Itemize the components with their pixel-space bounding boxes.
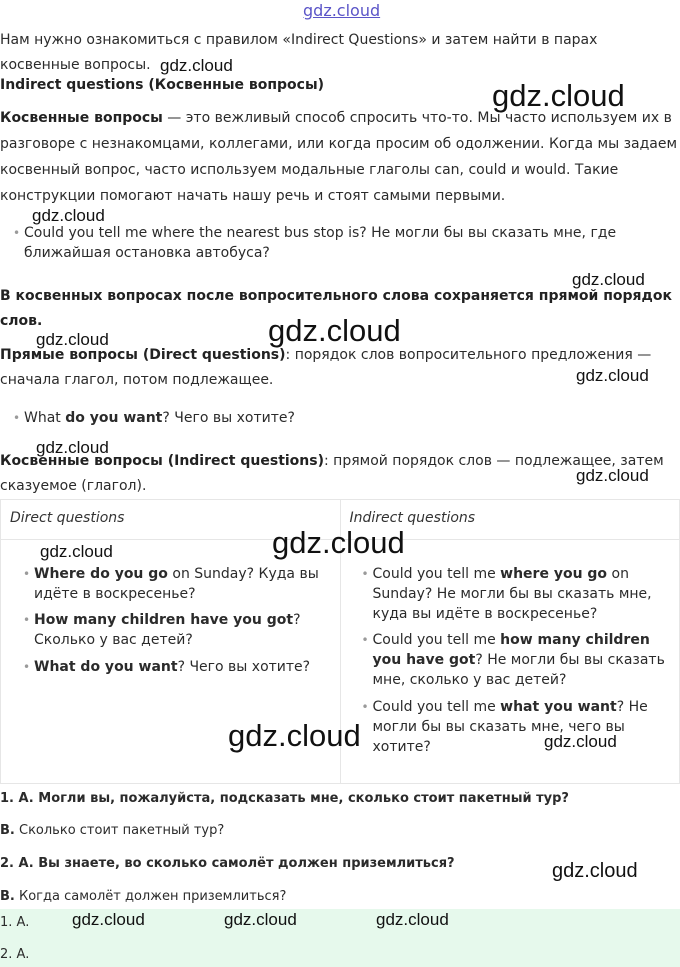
watermark: gdz.cloud: [228, 718, 361, 753]
question-2a: [0, 854, 455, 874]
item-bold: Where do you go: [34, 566, 168, 582]
indirect-term: Косвенные вопросы (Indirect questions): [0, 453, 324, 469]
watermark: gdz.cloud: [32, 206, 105, 225]
example-bold: do you want: [65, 410, 163, 426]
item-bold: how many children you have got: [372, 632, 650, 668]
item-bold: What do you want: [34, 659, 178, 675]
direct-example-bullet: [24, 408, 664, 428]
item-rest: ? Сколько у вас детей?: [34, 612, 301, 648]
watermark: gdz.cloud: [160, 56, 233, 75]
item-rest: on Sunday? Куда вы идёте в воскресенье?: [34, 566, 319, 602]
list-item: [373, 630, 673, 690]
watermark: gdz.cloud: [72, 910, 145, 929]
direct-text: : порядок слов вопросительного предложения — сначала глагол, потом подлежащее.: [0, 347, 652, 388]
item-pre: Could you tell me: [372, 699, 501, 715]
example-pre: What: [24, 410, 66, 426]
watermark: gdz.cloud: [224, 910, 297, 929]
item-bold: How many children have you got: [34, 612, 294, 628]
watermark: gdz.cloud: [552, 860, 638, 882]
item-rest: ? Чего вы хотите?: [177, 659, 311, 675]
indirect-text: : прямой порядок слов — подлежащее, затем сказуемое (глагол).: [0, 453, 664, 494]
item-rest: on Sunday? Не могли бы вы сказать мне, куда вы идёте в воскресенье?: [372, 566, 652, 622]
watermark: gdz.cloud: [492, 78, 625, 113]
item-rest: ? Не могли бы вы сказать мне, чего вы хотите?: [372, 699, 648, 755]
rule-text: В косвенных вопросах после вопросительного слова сохраняется прямой порядок слов.: [0, 288, 672, 329]
answer-1: 1. A.: [0, 915, 30, 930]
watermark: gdz.cloud: [572, 270, 645, 289]
question-1a: [0, 789, 569, 809]
list-item: [373, 697, 673, 757]
definition-term: Косвенные вопросы: [0, 110, 163, 126]
question-bold: 1. A. Могли вы, пожалуйста, подсказать мне, сколько стоит пакетный тур?: [0, 791, 569, 806]
list-item: [34, 564, 324, 604]
item-bold: where you go: [500, 566, 608, 582]
direct-term: Прямые вопросы (Direct questions): [0, 347, 286, 363]
watermark: gdz.cloud: [36, 438, 109, 457]
watermark: gdz.cloud: [376, 910, 449, 929]
table-header-indirect: Indirect questions: [340, 500, 680, 540]
question-2b: [0, 887, 286, 907]
site-link[interactable]: gdz.cloud: [303, 1, 381, 20]
question-label: B.: [0, 823, 15, 838]
answer-2: 2. A.: [0, 947, 30, 962]
watermark: gdz.cloud: [40, 542, 113, 561]
watermark: gdz.cloud: [576, 466, 649, 485]
definition-text: — это вежливый способ спросить что-то. Мы часто используем их в разговоре с незнакомцами, коллегами, или когда просим об одолжении. Когда мы задаем косвенный вопрос, часто используем модальные глаголы can, could и would. Такие конструкции помогают начать нашу речь и стоят самыми первыми.: [0, 110, 678, 204]
question-text: Сколько стоит пакетный тур?: [14, 823, 225, 838]
watermark: gdz.cloud: [544, 732, 617, 751]
definition-paragraph: [0, 105, 680, 209]
intro-text: Нам нужно ознакомиться с правилом «Indirect Questions» и затем найти в парах косвенные вопросы.: [0, 32, 598, 73]
list-item: [34, 657, 324, 677]
item-pre: Could you tell me: [372, 632, 501, 648]
item-bold: what you want: [500, 699, 617, 715]
example-post: ? Чего вы хотите?: [162, 410, 295, 426]
list-item: [373, 564, 673, 624]
watermark: gdz.cloud: [268, 313, 401, 348]
item-pre: Could you tell me: [372, 566, 501, 582]
watermark: gdz.cloud: [36, 330, 109, 349]
table-header-direct: Direct questions: [1, 500, 341, 540]
question-bold: 2. A. Вы знаете, во сколько самолёт должен приземлиться?: [0, 856, 455, 871]
example-bullet: • Could you tell me where the nearest bus stop is? Не могли бы вы сказать мне, где ближайшая остановка автобуса?: [24, 223, 664, 263]
indirect-cell: [340, 540, 680, 784]
question-label: B.: [0, 889, 15, 904]
list-item: [34, 610, 324, 650]
watermark: gdz.cloud: [576, 366, 649, 385]
question-text: Когда самолёт должен приземлиться?: [14, 889, 287, 904]
watermark: gdz.cloud: [272, 525, 405, 560]
item-rest: ? Не могли бы вы сказать мне, сколько у вас детей?: [372, 652, 665, 688]
question-1b: [0, 821, 224, 841]
section-heading: Indirect questions (Косвенные вопросы): [0, 77, 324, 93]
